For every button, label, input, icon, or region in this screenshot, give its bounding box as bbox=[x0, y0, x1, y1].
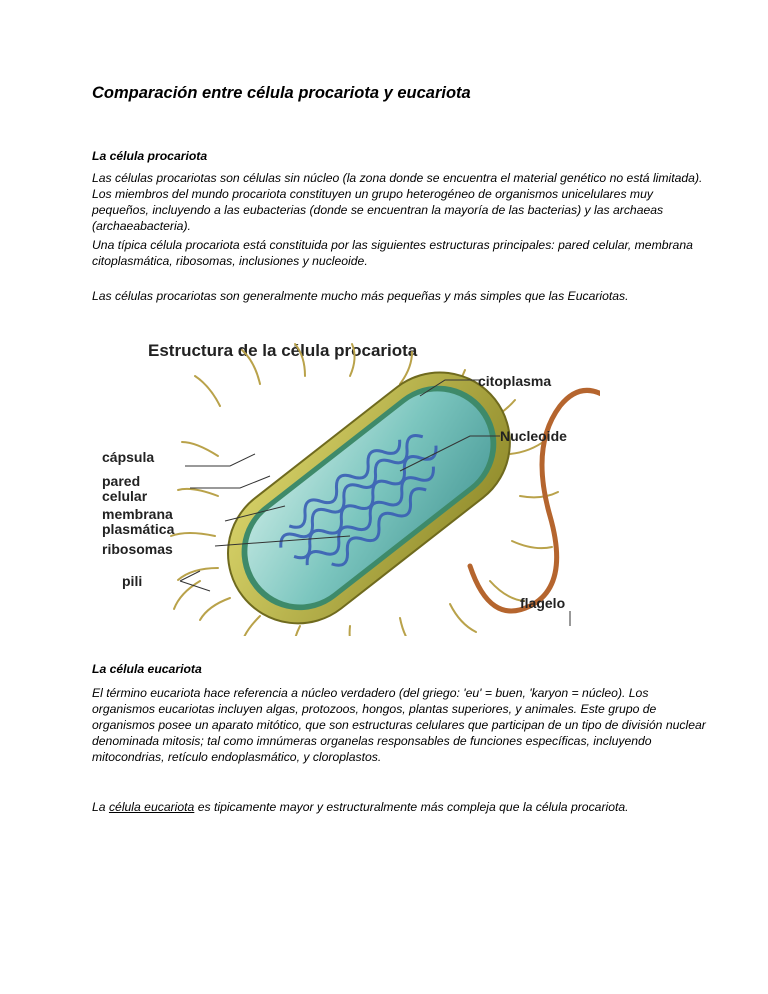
section-heading-eucariota: La célula eucariota bbox=[92, 662, 202, 676]
link-celula-eucariota[interactable]: célula eucariota bbox=[108, 800, 195, 814]
cell-illustration bbox=[100, 336, 600, 636]
paragraph-eucariota-comparison bbox=[92, 799, 712, 815]
figure-title: Estructura de la célula procariota bbox=[148, 341, 418, 360]
label-flagelo: flagelo bbox=[520, 595, 566, 611]
prokaryotic-cell-diagram bbox=[100, 336, 600, 636]
label-nucleoide: Nucleoide bbox=[500, 428, 567, 444]
page-title: Comparación entre célula procariota y eucariota bbox=[92, 84, 471, 102]
label-ribosomas: ribosomas bbox=[102, 541, 173, 557]
paragraph-procariota-definition: Las células procariotas son células sin núcleo (la zona donde se encuentra el material genético no está limitada). Los miembros del mundo procariota constituyen un grupo heterogéneo de organismos unicelulares muy pequeños, incluyendo a las eubacterias (donde se encuentran la mayoría de las bacterias) y las archaeas (archaeabacteria). bbox=[92, 171, 703, 233]
label-capsula: cápsula bbox=[102, 449, 155, 465]
label-pared-1: pared bbox=[102, 473, 141, 489]
paragraph-procariota-size: Las células procariotas son generalmente mucho más pequeñas y más simples que las Eucariotas. bbox=[92, 289, 629, 303]
label-pili: pili bbox=[122, 573, 143, 589]
label-citoplasma: citoplasma bbox=[478, 373, 552, 389]
label-membrana-2: plasmática bbox=[102, 521, 175, 537]
p5-prefix: La bbox=[92, 800, 109, 814]
p5-suffix: es tipicamente mayor y estructuralmente más compleja que la célula procariota. bbox=[194, 800, 629, 814]
paragraph-procariota-structures: Una típica célula procariota está constituida por las siguientes estructuras principales: pared celular, membrana citoplasmática, ribosomas, inclusiones y nucleoide. bbox=[92, 238, 693, 268]
label-membrana-1: membrana bbox=[102, 506, 173, 522]
section-heading-procariota: La célula procariota bbox=[92, 149, 208, 163]
label-pared-2: celular bbox=[102, 488, 148, 504]
paragraph-eucariota-definition: El término eucariota hace referencia a núcleo verdadero (del griego: 'eu' = buen, 'karyon = núcleo). Los organismos eucariotas incluyen algas, protozoos, hongos, plantas superiores, y animales. Este grupo de organismos posee un aparato mitótico, que son estructuras celulares que participan de un tipo de división nuclear denominada mitosis; tal como imnúmeras organelas responsables de funciones específicas, incluyendo mitocondrias, retículo endoplasmático, y cloroplastos. bbox=[92, 686, 706, 764]
